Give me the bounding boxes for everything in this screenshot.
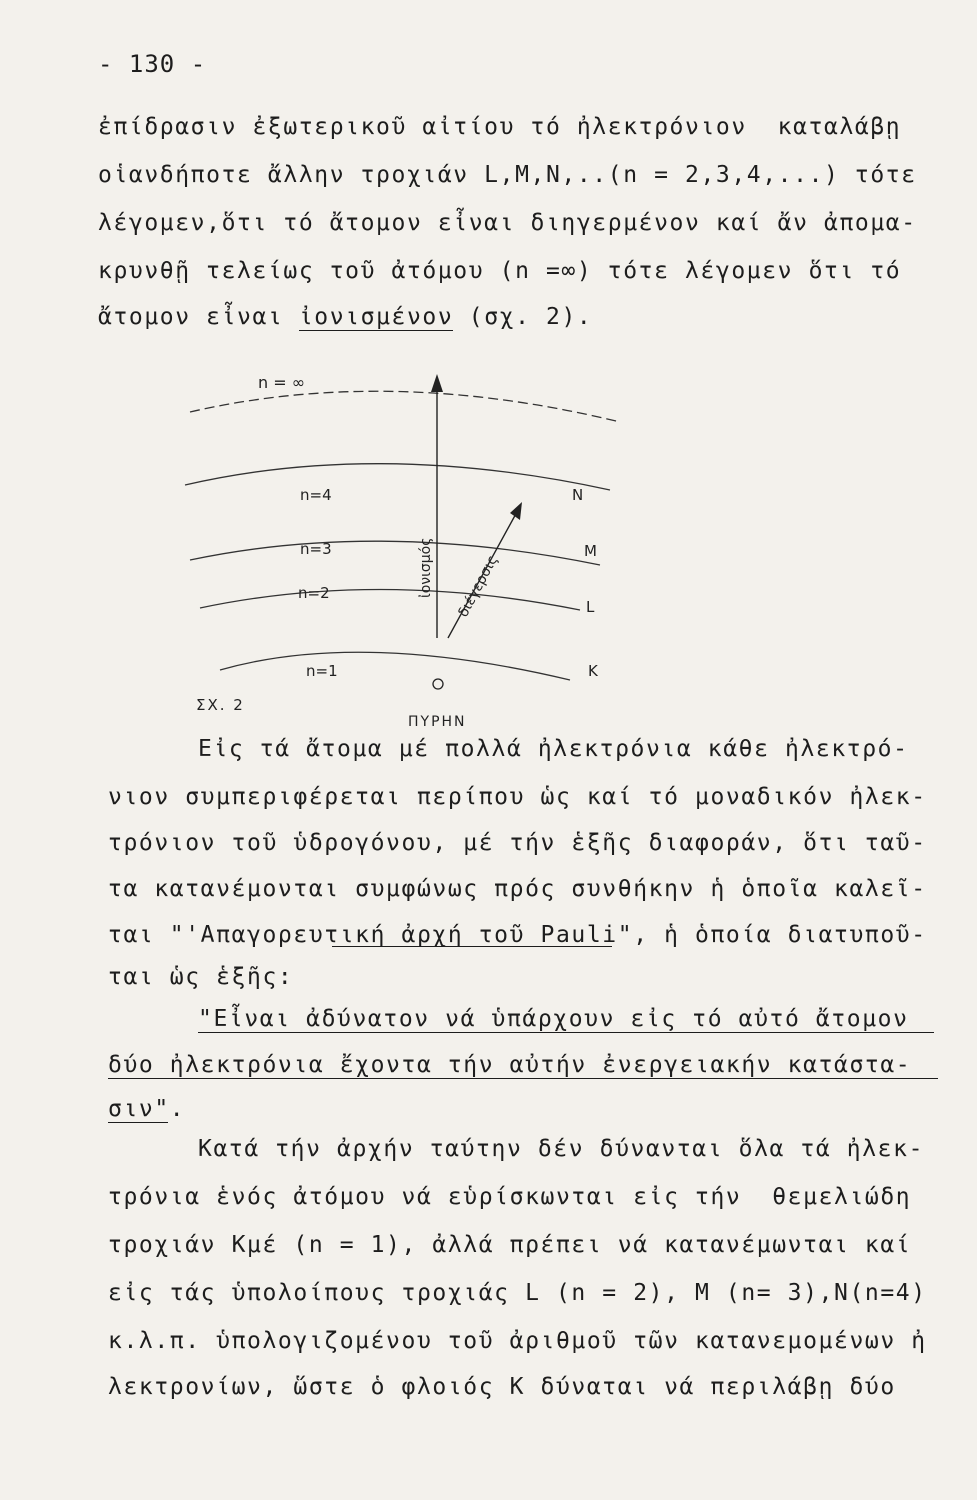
pauli-underline — [332, 946, 612, 947]
excitation-label: διέγερσις — [455, 552, 502, 620]
shell-letter-N: N — [572, 486, 584, 504]
quote-line: "Εἶναι ἀδύνατον νά ὑπάρχουν εἰς τό αὐτό ἄτομον — [198, 1006, 909, 1032]
text-line: τροχιάν Κμέ (n = 1), ἀλλά πρέπει νά κατανέμωνται καί — [108, 1232, 912, 1258]
quote-underline — [108, 1122, 168, 1123]
shell-label-n3: n=3 — [300, 540, 332, 558]
text-line: τα κατανέμονται συμφώνως πρός συνθήκην ἡ ὁποῖα καλεῖ- — [108, 876, 927, 902]
quote-line: σιν". — [108, 1096, 186, 1122]
figure-caption: ΣΧ. 2 — [196, 696, 245, 714]
ionized-term: ἰονισμένον — [298, 304, 454, 330]
nucleus-mark — [433, 679, 443, 689]
quote-underline — [108, 1078, 938, 1079]
quote-line: δύο ἠλεκτρόνια ἔχοντα τήν αὐτήν ἐνεργειακήν κατάστα- — [108, 1052, 912, 1078]
figure-reference: (σχ. 2). — [453, 304, 593, 330]
text-line: οἱανδήποτε ἄλλην τροχιάν L,M,N,..(n = 2,3,4,...) τότε — [98, 162, 917, 188]
text-line: τρόνιον τοῦ ὑδρογόνου, μέ τήν ἑξῆς διαφοράν, ὅτι ταῦ- — [108, 830, 927, 856]
ionization-label: ἰονισμός — [418, 537, 434, 598]
text-segment: ἄτομον εἶναι — [98, 304, 299, 330]
text-line: Εἰς τά ἄτομα μέ πολλά ἠλεκτρόνια κάθε ἠλεκτρό- — [198, 736, 909, 762]
shell-n4-arc — [185, 464, 610, 490]
shell-n2-arc — [200, 589, 580, 610]
shell-label-infinity: n = ∞ — [258, 373, 306, 392]
text-line: ται ὡς ἑξῆς: — [108, 964, 294, 990]
text-line: ἐπίδρασιν ἐξωτερικοῦ αἰτίου τό ἠλεκτρόνιον καταλάβῃ — [98, 114, 902, 140]
nucleus-label: ΠΥΡΗΝ — [408, 714, 467, 730]
shell-label-n1: n=1 — [306, 662, 338, 680]
text-line: λεκτρονίων, ὥστε ὁ φλοιός Κ δύναται νά περιλάβῃ δύο — [108, 1374, 896, 1400]
shell-letter-M: M — [584, 542, 597, 560]
ionization-arrowhead — [431, 374, 443, 392]
shell-label-n2: n=2 — [298, 584, 330, 602]
page-number: - 130 - — [98, 50, 207, 78]
text-line: κρυνθῇ τελείως τοῦ ἀτόμου (n =∞) τότε λέγομεν ὅτι τό — [98, 258, 902, 284]
excitation-arrowhead — [510, 502, 522, 520]
shell-infinity-arc — [190, 391, 620, 422]
text-line: ται "'Απαγορευτική ἀρχή τοῦ Pauli", ἡ ὁποία διατυποῦ- — [108, 922, 927, 948]
shell-letter-K: K — [588, 662, 598, 680]
shell-n3-arc — [190, 541, 600, 565]
text-line: εἰς τάς ὑπολοίπους τροχιάς L (n = 2), M (n= 3),N(n=4) — [108, 1280, 927, 1306]
text-line: νιον συμπεριφέρεται περίπου ὡς καί τό μοναδικόν ἠλεκ- — [108, 784, 927, 810]
quote-underline — [198, 1032, 934, 1033]
text-line: λέγομεν,ὅτι τό ἄτομον εἶναι διηγερμένον καί ἄν ἀπομα- — [98, 210, 917, 236]
shell-letter-L: L — [586, 598, 595, 616]
shell-label-n4: n=4 — [300, 486, 332, 504]
shell-n1-arc — [220, 652, 570, 680]
text-line: κ.λ.π. ὑπολογιζομένου τοῦ ἀριθμοῦ τῶν κατανεμομένων ἠ — [108, 1328, 927, 1354]
text-line — [98, 302, 592, 332]
text-line: τρόνια ἑνός ἀτόμου νά εὑρίσκωνται εἰς τήν θεμελιώδη — [108, 1184, 912, 1210]
text-line: Κατά τήν ἀρχήν ταύτην δέν δύνανται ὅλα τά ἠλεκ- — [198, 1136, 925, 1162]
atom-shell-diagram — [110, 370, 670, 730]
